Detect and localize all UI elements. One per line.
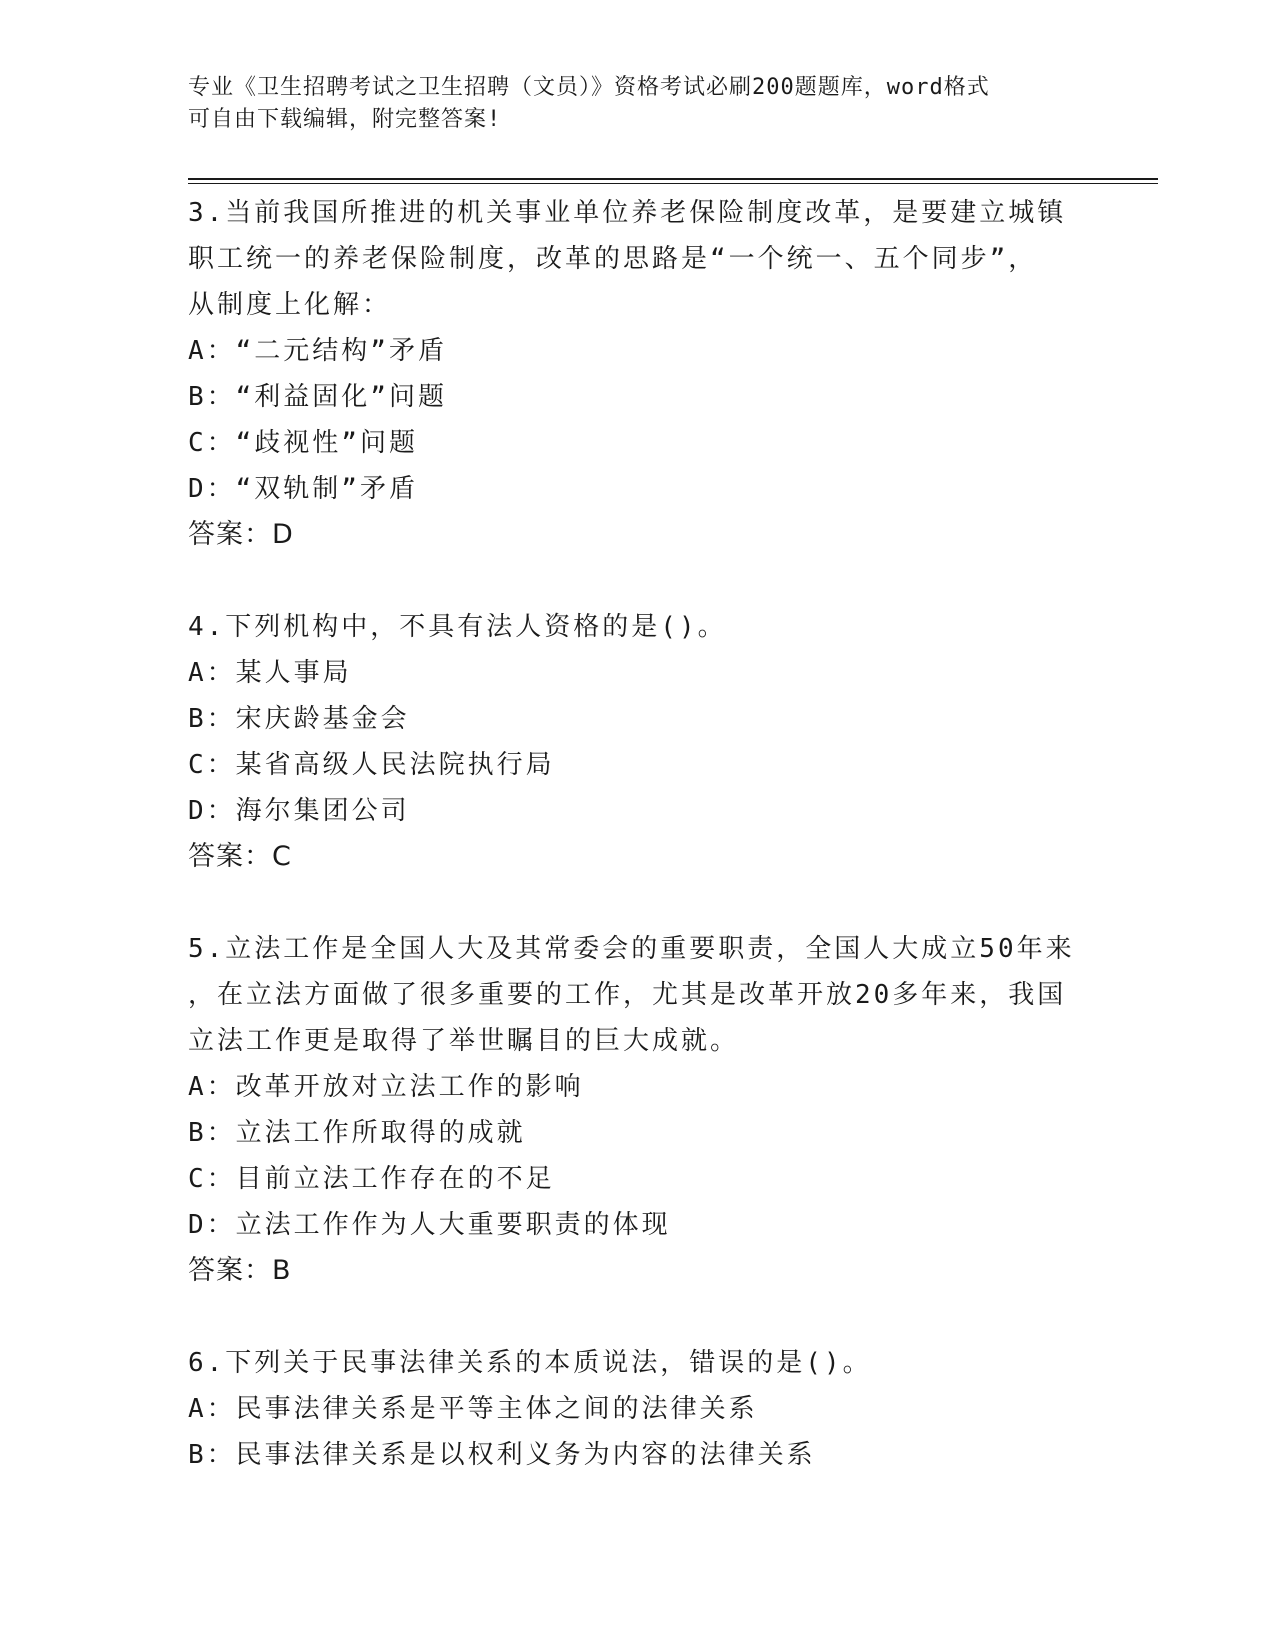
option-c: C：“歧视性”问题	[188, 428, 418, 458]
option-d: D：“双轨制”矛盾	[188, 474, 418, 504]
answer-line: 答案：C	[188, 841, 292, 872]
option-d: D：海尔集团公司	[188, 796, 410, 826]
option-b: B：宋庆龄基金会	[188, 704, 410, 734]
option-b: B：立法工作所取得的成就	[188, 1118, 526, 1148]
question-5	[188, 926, 1088, 1294]
question-text-line: 4.下列机构中，不具有法人资格的是()。	[188, 612, 727, 642]
question-spacer	[188, 558, 1088, 604]
option-a: A：民事法律关系是平等主体之间的法律关系	[188, 1394, 758, 1424]
header-line-1: 专业《卫生招聘考试之卫生招聘（文员）》资格考试必刷200题题库，word格式	[188, 75, 990, 100]
question-text-line: ，在立法方面做了很多重要的工作，尤其是改革开放20多年来，我国	[188, 980, 1067, 1010]
question-6	[188, 1340, 1088, 1478]
question-list	[188, 190, 1088, 1478]
answer-line: 答案：D	[188, 519, 294, 550]
question-spacer	[188, 1294, 1088, 1340]
question-text-line: 职工统一的养老保险制度，改革的思路是“一个统一、五个同步”，	[188, 244, 1038, 274]
header-rule-thin	[188, 183, 1158, 184]
header-rule-thick	[188, 178, 1158, 180]
question-3	[188, 190, 1088, 558]
question-text-line: 3.当前我国所推进的机关事业单位养老保险制度改革，是要建立城镇	[188, 198, 1067, 228]
question-text-line: 6.下列关于民事法律关系的本质说法，错误的是()。	[188, 1348, 872, 1378]
question-text-line: 5.立法工作是全国人大及其常委会的重要职责，全国人大成立50年来	[188, 934, 1075, 964]
question-text-line: 立法工作更是取得了举世瞩目的巨大成就。	[188, 1026, 740, 1056]
option-a: A：某人事局	[188, 658, 352, 688]
option-c: C：某省高级人民法院执行局	[188, 750, 555, 780]
header-line-2: 可自由下载编辑，附完整答案!	[188, 107, 502, 132]
option-b: B：“利益固化”问题	[188, 382, 447, 412]
option-c: C：目前立法工作存在的不足	[188, 1164, 555, 1194]
option-d: D：立法工作作为人大重要职责的体现	[188, 1210, 671, 1240]
answer-line: 答案：B	[188, 1255, 292, 1286]
option-a: A：“二元结构”矛盾	[188, 336, 447, 366]
option-b: B：民事法律关系是以权利义务为内容的法律关系	[188, 1440, 816, 1470]
question-spacer	[188, 880, 1088, 926]
option-a: A：改革开放对立法工作的影响	[188, 1072, 584, 1102]
question-text-line: 从制度上化解：	[188, 290, 392, 320]
question-4	[188, 604, 1088, 880]
document-header	[188, 72, 1068, 136]
